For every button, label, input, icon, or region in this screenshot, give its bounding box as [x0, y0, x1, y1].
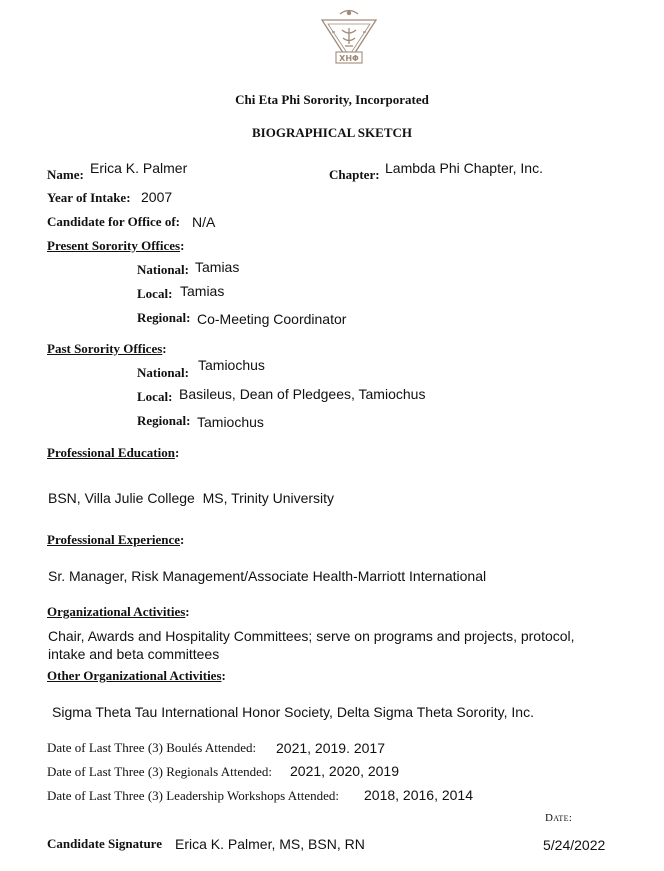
organizational-activities-line1: Chair, Awards and Hospitality Committees; serve on programs and projects, protocol,	[48, 628, 575, 644]
past-local-label: Local:	[137, 389, 173, 404]
boules-label: Date of Last Three (3) Boulés Attended:	[47, 740, 257, 755]
year-of-intake-label: Year of Intake:	[47, 190, 131, 205]
professional-education-heading: Professional Education:	[47, 445, 180, 460]
regionals-value: 2021, 2020, 2019	[290, 763, 399, 779]
date-label: Date:	[545, 812, 573, 824]
past-regional-label: Regional:	[137, 413, 191, 428]
signature-label: Candidate Signature	[47, 836, 162, 851]
organizational-activities-line2: intake and beta committees	[48, 646, 220, 662]
workshops-label: Date of Last Three (3) Leadership Workshops Attended:	[47, 788, 339, 803]
past-regional-value: Tamiochus	[197, 414, 264, 430]
workshops-value: 2018, 2016, 2014	[364, 787, 473, 803]
present-regional-label: Regional:	[137, 310, 191, 325]
past-offices-heading: Past Sorority Offices:	[47, 341, 167, 356]
organizational-activities-heading: Organizational Activities:	[47, 604, 190, 619]
other-activities-value: Sigma Theta Tau International Honor Society, Delta Sigma Theta Sorority, Inc.	[52, 704, 534, 720]
present-local-label: Local:	[137, 286, 173, 301]
present-national-label: National:	[137, 262, 190, 277]
name-label: Name:	[47, 167, 84, 182]
crest-letters: XHΦ	[339, 54, 359, 63]
present-regional-value: Co-Meeting Coordinator	[197, 311, 347, 327]
past-national-label: National:	[137, 365, 190, 380]
present-local-value: Tamias	[180, 283, 225, 299]
chapter-label: Chapter:	[329, 167, 380, 182]
other-activities-heading: Other Organizational Activities:	[47, 668, 226, 683]
candidate-office-label: Candidate for Office of:	[47, 214, 180, 229]
professional-experience-value: Sr. Manager, Risk Management/Associate Health-Marriott International	[48, 568, 487, 584]
crest-icon	[318, 8, 380, 66]
name-value: Erica K. Palmer	[90, 160, 188, 176]
past-local-value: Basileus, Dean of Pledgees, Tamiochus	[179, 386, 426, 402]
boules-value: 2021, 2019. 2017	[276, 740, 385, 756]
professional-education-value: BSN, Villa Julie College MS, Trinity University	[48, 490, 335, 506]
sorority-crest	[318, 8, 380, 66]
past-national-value: Tamiochus	[198, 357, 265, 373]
year-of-intake-value: 2007	[141, 189, 173, 205]
document-title: BIOGRAPHICAL SKETCH	[251, 125, 412, 140]
candidate-office-value: N/A	[192, 214, 216, 230]
professional-experience-heading: Professional Experience:	[47, 532, 185, 547]
chapter-value: Lambda Phi Chapter, Inc.	[385, 160, 543, 176]
signature-value: Erica K. Palmer, MS, BSN, RN	[175, 836, 365, 852]
regionals-label: Date of Last Three (3) Regionals Attended:	[47, 764, 273, 779]
present-national-value: Tamias	[195, 259, 240, 275]
organization-name: Chi Eta Phi Sorority, Incorporated	[235, 92, 429, 107]
present-offices-heading: Present Sorority Offices:	[47, 238, 185, 253]
date-value: 5/24/2022	[543, 837, 606, 853]
